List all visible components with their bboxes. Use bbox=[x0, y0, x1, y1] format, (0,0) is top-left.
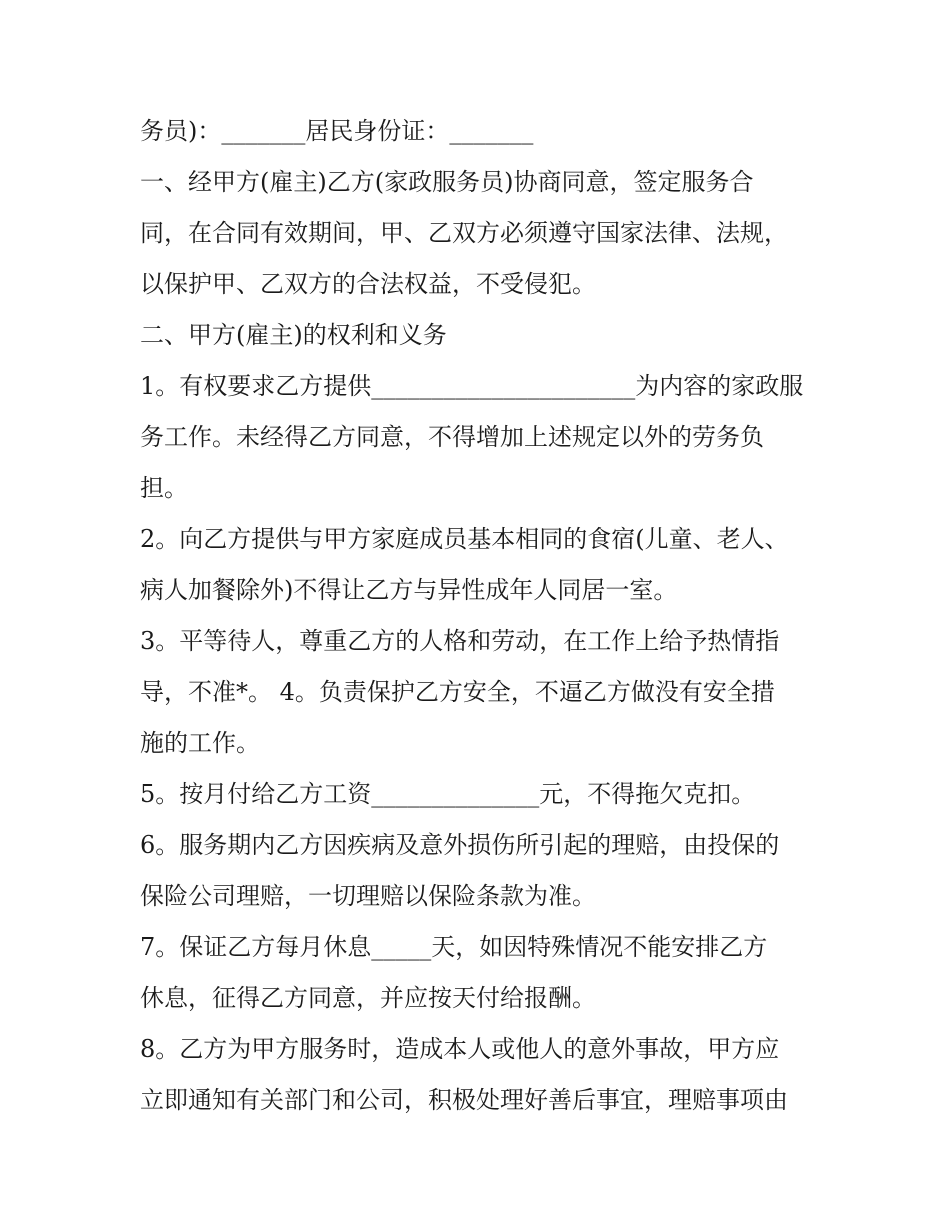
text-line: 1。有权要求乙方提供______________________为内容的家政服 bbox=[140, 372, 804, 400]
text-line: 务员)：_______居民身份证：_______ bbox=[140, 117, 534, 145]
text-line: 6。服务期内乙方因疾病及意外损伤所引起的理赔，由投保的 bbox=[140, 831, 780, 859]
text-line: 务工作。未经得乙方同意，不得增加上述规定以外的劳务负 bbox=[140, 423, 764, 451]
text-line: 施的工作。 bbox=[140, 729, 260, 757]
text-line: 2。向乙方提供与甲方家庭成员基本相同的食宿(儿童、老人、 bbox=[140, 525, 789, 553]
text-line: 导，不准*。 4。负责保护乙方安全，不逼乙方做没有安全措 bbox=[140, 678, 775, 706]
text-line: 休息，征得乙方同意，并应按天付给报酬。 bbox=[140, 984, 596, 1012]
section-heading: 二、甲方(雇主)的权利和义务 bbox=[140, 321, 447, 349]
contract-body bbox=[140, 106, 830, 1126]
text-line: 立即通知有关部门和公司，积极处理好善后事宜，理赔事项由 bbox=[140, 1086, 788, 1114]
text-line: 担。 bbox=[140, 474, 188, 502]
text-line: 3。平等待人，尊重乙方的人格和劳动，在工作上给予热情指 bbox=[140, 627, 780, 655]
text-line: 以保护甲、乙双方的合法权益，不受侵犯。 bbox=[140, 270, 596, 298]
text-line: 一、经甲方(雇主)乙方(家政服务员)协商同意，签定服务合 bbox=[140, 168, 754, 196]
text-line: 同，在合同有效期间，甲、乙双方必须遵守国家法律、法规， bbox=[140, 219, 788, 247]
text-line: 8。乙方为甲方服务时，造成本人或他人的意外事故，甲方应 bbox=[140, 1035, 780, 1063]
text-line: 病人加餐除外)不得让乙方与异性成年人同居一室。 bbox=[140, 576, 678, 604]
text-line: 5。按月付给乙方工资______________元，不得拖欠克扣。 bbox=[140, 780, 756, 808]
text-line: 7。保证乙方每月休息_____天，如因特殊情况不能安排乙方 bbox=[140, 933, 768, 961]
text-line: 保险公司理赔，一切理赔以保险条款为准。 bbox=[140, 882, 596, 910]
